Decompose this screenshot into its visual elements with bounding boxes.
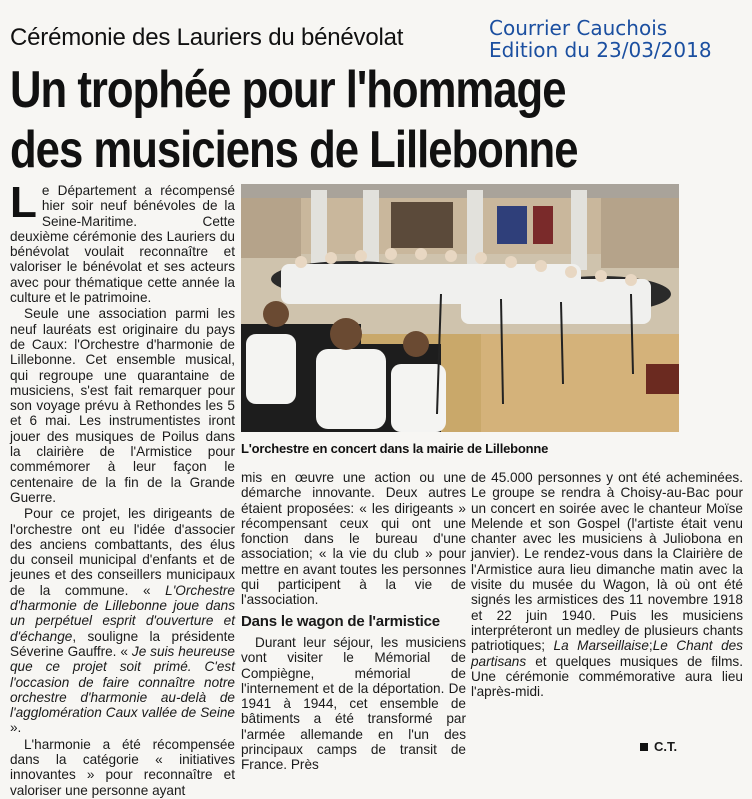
- author-signature: [640, 739, 677, 754]
- paragraph-7-c: ;: [648, 638, 653, 654]
- photo: [241, 184, 679, 432]
- headline-line-2: des musiciens de Lillebonne: [10, 121, 578, 179]
- drop-cap: L: [10, 178, 37, 227]
- source-edition-date: Edition du 23/03/2018: [489, 38, 712, 62]
- paragraph-3-c: , souligne la présidente Séverine Gauffre. «: [10, 628, 235, 659]
- song-title-2: Le Chant des partisans: [471, 638, 743, 669]
- orchestra-photo: [241, 184, 679, 432]
- paragraph-7-a: de 45.000 personnes y ont été acheminées. Le groupe se rendra à Choisy-au-Bac pour un concert en soirée avec le chanteur Moïse Melende et son Gospel (l'artiste était venu chanter avec les musiciens à Juliobona en janvier). Le rendez-vous dans la Clairière de l'Armistice aura lieu dimanche matin avec la visite du musée du Wagon, là où ont été signés les armistices des 11 novembre 1918 et 22 juin 1940. Puis les musiciens interpréteront un medley de plusieurs chants patriotiques;: [471, 470, 743, 654]
- square-bullet-icon: [640, 743, 648, 751]
- paragraph-3-e: ».: [10, 720, 22, 736]
- source-label: [489, 17, 712, 61]
- paragraph-1-text: e Département a récompensé hier soir neuf bénévoles de la Seine-Maritime. Cette deuxième cérémonie des Lauriers du bénévolat voulait reconnaître et valoriser le bénévolat et ses acteurs avec pour thématique cette année la culture et le patrimoine.: [10, 183, 235, 306]
- quote-2: Je suis heureuse que ce projet soit primé. C'est l'occasion de faire connaître notre orchestre d'harmonie au-delà de l'agglomération Caux vallée de Seine: [10, 643, 235, 721]
- article-column-1: [10, 178, 235, 799]
- paragraph-6: Durant leur séjour, les musiciens vont visiter le Mémorial de Compiègne, mémorial de l'internement et de la déportation. De 1941 à 1944, cet ensemble de bâtiments a été transformé par l'armée allemande en l'un des principaux camps de transit de France. Près: [241, 634, 466, 773]
- headline-line-1: Un trophée pour l'hommage: [10, 61, 566, 119]
- subheading: Dans le wagon de l'armistice: [241, 612, 440, 630]
- headline: [10, 60, 628, 180]
- kicker: Cérémonie des Lauriers du bénévolat: [10, 24, 404, 51]
- article-column-3: [471, 470, 743, 700]
- paragraph-3-a: Pour ce projet, les dirigeants de l'orchestre ont eu l'idée d'associer des anciens combattants, des élus du conseil municipal d'enfants et de jeunes et des conseillers municipaux de la commune. «: [10, 506, 235, 598]
- paragraph-3: [10, 506, 235, 735]
- song-title-1: La Marseillaise: [553, 638, 649, 654]
- article-column-2: [241, 470, 466, 774]
- paragraph-5: mis en œuvre une action ou une démarche innovante. Deux autres étaient proposées: « les dirigeants » récompensant ceux qui ont une fonction dans le bureau d'une association; « la vie du club » pour mettre en avant toutes les personnes qui participent à la vie de l'association.: [241, 470, 466, 608]
- paragraph-4: L'harmonie a été récompensée dans la catégorie « initiatives innovantes » pour reconnaître et valoriser une personne ayant: [10, 736, 235, 798]
- signature-text: C.T.: [654, 739, 678, 754]
- paragraph-1: [10, 178, 235, 306]
- source-newspaper: Courrier Cauchois: [489, 16, 668, 40]
- photo-caption: L'orchestre en concert dans la mairie de Lillebonne: [241, 441, 549, 456]
- paragraph-2: Seule une association parmi les neuf lauréats est originaire du pays de Caux: l'Orchestre d'harmonie de Lillebonne. Cet ensemble musical, qui regroupe une quarantaine de musiciens, s'est fait remarquer pour son voyage prévu à Rethondes les 5 et 6 mai. Les instrumentistes iront jouer des musiques de Poilus dans la clairière de l'Armistice pour commémorer à leur façon le centenaire de la fin de la Grande Guerre.: [10, 306, 235, 505]
- paragraph-7: [471, 470, 743, 699]
- paragraph-7-e: et quelques musiques de films. Une cérémonie commémorative aura lieu l'après-midi.: [471, 653, 743, 700]
- quote-1: L'Orchestre d'harmonie de Lillebonne joue dans un perpétuel esprit d'ouverture et d'échange: [10, 582, 235, 644]
